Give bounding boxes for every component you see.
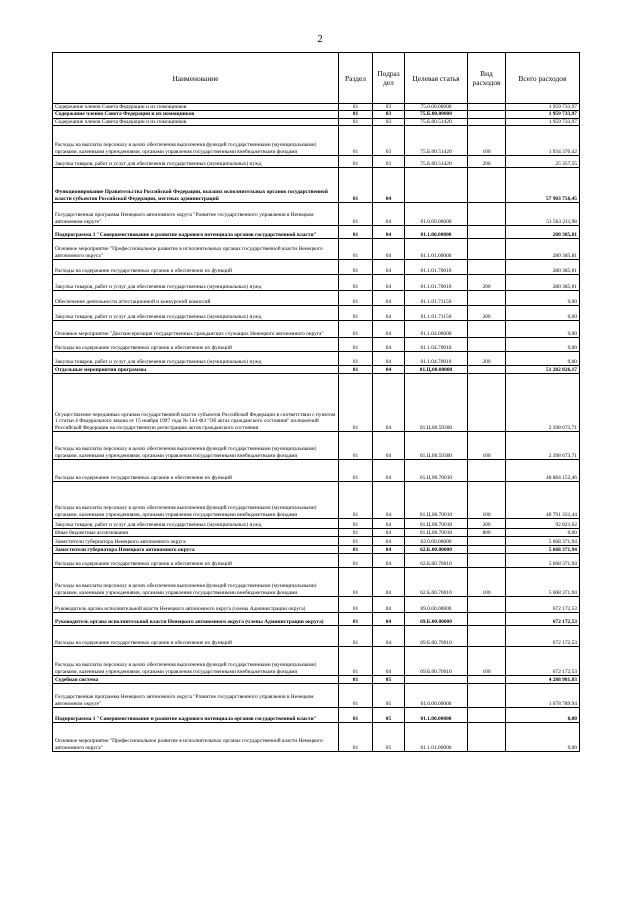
cell-section: 01: [339, 431, 373, 459]
table-row: [53, 373, 580, 431]
cell-target: 62.Б.00.70010: [405, 553, 468, 567]
cell-type: 100: [468, 125, 506, 155]
cell-target: 69.Б.00.70010: [405, 625, 468, 646]
cell-name: Расходы на выплаты персоналу в целях обеспечения выполнения функций государственными (муниципальными) органами, казенными учреждениями, органами управления государственными внебюджетными фондами: [53, 431, 339, 459]
cell-type: 200: [468, 305, 506, 320]
cell-type: 100: [468, 646, 506, 675]
cell-subsection: 04: [373, 320, 405, 337]
cell-subsection: 04: [373, 545, 405, 553]
cell-total: 1 959 733,97: [506, 118, 580, 125]
cell-subsection: 04: [373, 225, 405, 238]
cell-name: Государственная программа Ненецкого автономного округа "Развитие государственного управления в Ненецком автономном округе": [53, 202, 339, 225]
cell-section: 01: [339, 612, 373, 625]
cell-subsection: 05: [373, 722, 405, 751]
cell-type: [468, 545, 506, 553]
cell-total: 5 668 371,94: [506, 536, 580, 545]
cell-subsection: 04: [373, 481, 405, 518]
cell-section: 01: [339, 536, 373, 545]
cell-subsection: 04: [373, 553, 405, 567]
cell-total: 48 791 331,44: [506, 481, 580, 518]
cell-name: Иные бюджетные ассигнования: [53, 528, 339, 536]
cell-type: 100: [468, 481, 506, 518]
cell-name: Подпрограмма 1 "Совершенствование и развитие кадрового потенциала органов государственной власти": [53, 707, 339, 722]
cell-total: 0,00: [506, 290, 580, 305]
cell-target: 01.0.00.00000: [405, 202, 468, 225]
cell-target: 01.1.00.00000: [405, 225, 468, 238]
cell-subsection: 04: [373, 202, 405, 225]
table-row: [53, 675, 580, 683]
table-row: [53, 625, 580, 646]
cell-total: 672 172,53: [506, 612, 580, 625]
cell-subsection: 03: [373, 125, 405, 155]
cell-type: 100: [468, 431, 506, 459]
cell-name: Закупка товаров, работ и услуг для обеспечения государственных (муниципальных) нужд: [53, 518, 339, 528]
cell-section: 01: [339, 351, 373, 365]
cell-target: 75.Б.00.51420: [405, 125, 468, 155]
cell-target: 01.1.01.00000: [405, 722, 468, 751]
table-row: [53, 431, 580, 459]
cell-target: 75.Б.00.51420: [405, 155, 468, 167]
cell-target: 01.Ц.00.00000: [405, 365, 468, 373]
cell-section: 01: [339, 596, 373, 612]
cell-total: 280 385,81: [506, 274, 580, 290]
cell-target: 69.0.00.00000: [405, 596, 468, 612]
cell-name: Расходы на содержание государственных органов и обеспечение их функций: [53, 553, 339, 567]
table-row: [53, 707, 580, 722]
cell-name: Основное мероприятие "Профессиональное развитие в исполнительных органах государственной власти Ненецкого автономного округа": [53, 238, 339, 259]
cell-section: 01: [339, 225, 373, 238]
cell-subsection: 04: [373, 274, 405, 290]
table-row: [53, 155, 580, 167]
cell-target: 01.Ц.00.70010: [405, 528, 468, 536]
cell-target: 69.Б.00.00000: [405, 612, 468, 625]
table-row: [53, 646, 580, 675]
cell-total: 5 668 371,94: [506, 545, 580, 553]
table-row: [53, 518, 580, 528]
cell-type: [468, 459, 506, 481]
cell-section: 01: [339, 305, 373, 320]
cell-target: 01.1.01.70010: [405, 259, 468, 274]
cell-total: 1 934 376,42: [506, 125, 580, 155]
cell-type: [468, 707, 506, 722]
cell-total: 280 385,81: [506, 259, 580, 274]
table-row: [53, 118, 580, 125]
cell-type: [468, 238, 506, 259]
cell-subsection: 05: [373, 707, 405, 722]
table-row: [53, 553, 580, 567]
cell-section: 01: [339, 722, 373, 751]
cell-subsection: 04: [373, 337, 405, 351]
cell-type: 100: [468, 567, 506, 596]
table-row: [53, 111, 580, 118]
cell-target: 62.0.00.00000: [405, 536, 468, 545]
cell-total: 5 668 371,94: [506, 553, 580, 567]
cell-name: Руководитель органа исполнительной власти Ненецкого автономного округа (члены Администрации округа): [53, 596, 339, 612]
cell-section: 01: [339, 518, 373, 528]
cell-section: 01: [339, 320, 373, 337]
cell-section: 01: [339, 202, 373, 225]
cell-name: Осуществление переданных органам государственной власти субъектов Российской Федерации в соответствии с пунктом 1 статьи 4 Федерального закона от 15 ноября 1997 года № 143-ФЗ "Об актах гражданского состояния" полномочий Российской Федерации на государственную регистрацию актов гражданского состояния: [53, 373, 339, 431]
cell-section: 01: [339, 528, 373, 536]
cell-total: 92 821,02: [506, 518, 580, 528]
cell-section: 01: [339, 290, 373, 305]
table-row: [53, 238, 580, 259]
cell-name: Основное мероприятие "Диспансеризация государственных гражданских служащих Ненецкого автономного округа": [53, 320, 339, 337]
cell-name: Содержание членов Совета Федерации и их помощников: [53, 118, 339, 125]
cell-subsection: 04: [373, 290, 405, 305]
cell-name: Закупка товаров, работ и услуг для обеспечения государственных (муниципальных) нужд: [53, 305, 339, 320]
table-row: [53, 290, 580, 305]
cell-total: 672 172,53: [506, 646, 580, 675]
cell-subsection: 04: [373, 596, 405, 612]
cell-subsection: 03: [373, 104, 405, 111]
cell-total: 280 385,81: [506, 238, 580, 259]
cell-name: Расходы на содержание государственных органов и обеспечение их функций: [53, 337, 339, 351]
table-row: [53, 125, 580, 155]
cell-type: [468, 202, 506, 225]
cell-name: Расходы на содержание государственных органов и обеспечение их функций: [53, 459, 339, 481]
cell-name: Судебная система: [53, 675, 339, 683]
cell-total: 2 398 673,71: [506, 373, 580, 431]
cell-name: Функционирование Правительства Российской Федерации, высших исполнительных органов государственной власти субъектов Российской Федерации, местных администраций: [53, 167, 339, 202]
table-row: [53, 612, 580, 625]
cell-type: [468, 259, 506, 274]
cell-target: 01.Ц.00.59300: [405, 431, 468, 459]
cell-section: 01: [339, 625, 373, 646]
cell-name: Расходы на выплаты персоналу в целях обеспечения выполнения функций государственными (муниципальными) органами, казенными учреждениями, органами управления государственными внебюджетными фондами: [53, 646, 339, 675]
cell-name: Расходы на содержание государственных органов и обеспечение их функций: [53, 259, 339, 274]
table-row: [53, 167, 580, 202]
cell-total: 672 172,53: [506, 596, 580, 612]
cell-total: 0,00: [506, 722, 580, 751]
cell-name: Содержание членов Совета Федерации и их помощников: [53, 104, 339, 111]
table-row: [53, 545, 580, 553]
cell-total: 0,00: [506, 320, 580, 337]
cell-type: 800: [468, 528, 506, 536]
cell-name: Расходы на выплаты персоналу в целях обеспечения выполнения функций государственными (муниципальными) органами, казенными учреждениями, органами управления государственными внебюджетными фондами: [53, 125, 339, 155]
cell-subsection: 04: [373, 305, 405, 320]
cell-section: 01: [339, 118, 373, 125]
cell-type: [468, 104, 506, 111]
cell-total: 2 398 673,71: [506, 431, 580, 459]
cell-total: 1 959 733,97: [506, 104, 580, 111]
cell-subsection: 04: [373, 518, 405, 528]
cell-total: 5 668 371,94: [506, 567, 580, 596]
cell-target: 75.0.00.00000: [405, 104, 468, 111]
cell-type: [468, 320, 506, 337]
cell-type: [468, 111, 506, 118]
cell-type: [468, 167, 506, 202]
cell-section: 01: [339, 553, 373, 567]
cell-total: 57 903 756,45: [506, 167, 580, 202]
cell-type: [468, 225, 506, 238]
cell-target: 01.1.04.70010: [405, 337, 468, 351]
cell-target: 01.Ц.00.59300: [405, 373, 468, 431]
cell-type: 200: [468, 274, 506, 290]
cell-section: 01: [339, 683, 373, 707]
header-type: Вид расходов: [468, 53, 506, 104]
cell-section: 01: [339, 337, 373, 351]
cell-section: 01: [339, 545, 373, 553]
cell-target: 62.Б.00.00000: [405, 545, 468, 553]
cell-section: 01: [339, 111, 373, 118]
cell-total: 1 959 733,97: [506, 111, 580, 118]
table-row: [53, 104, 580, 111]
cell-total: 1 678 789,94: [506, 683, 580, 707]
table-row: [53, 305, 580, 320]
cell-total: 51 563 211,98: [506, 202, 580, 225]
cell-name: Содержание членов Совета Федерации и их помощников: [53, 111, 339, 118]
cell-section: 01: [339, 373, 373, 431]
cell-target: 01.1.00.00000: [405, 707, 468, 722]
cell-name: Подпрограмма 1 "Совершенствование и развитие кадрового потенциала органов государственной власти": [53, 225, 339, 238]
cell-subsection: 04: [373, 459, 405, 481]
table-row: [53, 225, 580, 238]
table-row: [53, 259, 580, 274]
cell-total: 0,00: [506, 707, 580, 722]
cell-section: 01: [339, 567, 373, 596]
cell-name: Закупка товаров, работ и услуг для обеспечения государственных (муниципальных) нужд: [53, 351, 339, 365]
cell-section: 01: [339, 675, 373, 683]
cell-target: 01.1.01.71150: [405, 290, 468, 305]
page-number: 2: [317, 33, 323, 45]
cell-subsection: 03: [373, 155, 405, 167]
cell-target: 01.1.01.00000: [405, 238, 468, 259]
cell-type: [468, 683, 506, 707]
cell-total: 48 884 152,46: [506, 459, 580, 481]
cell-subsection: 05: [373, 683, 405, 707]
cell-type: [468, 337, 506, 351]
header-target: Целевая статья: [405, 53, 468, 104]
header-name: Наименование: [53, 53, 339, 104]
table-row: [53, 337, 580, 351]
cell-target: [405, 675, 468, 683]
cell-subsection: 03: [373, 118, 405, 125]
cell-total: 4 288 981,83: [506, 675, 580, 683]
cell-section: 01: [339, 274, 373, 290]
cell-target: 01.Ц.00.70010: [405, 481, 468, 518]
cell-total: 51 282 826,17: [506, 365, 580, 373]
cell-target: 75.Б.00.51420: [405, 118, 468, 125]
cell-subsection: 04: [373, 612, 405, 625]
header-section: Раздел: [339, 53, 373, 104]
cell-target: 01.0.00.00000: [405, 683, 468, 707]
cell-type: [468, 373, 506, 431]
cell-name: Основное мероприятие "Профессиональное развитие в исполнительных органах государственной власти Ненецкого автономного округа": [53, 722, 339, 751]
cell-name: Заместители губернатора Ненецкого автономного округа: [53, 536, 339, 545]
cell-section: 01: [339, 104, 373, 111]
cell-section: 01: [339, 459, 373, 481]
table-row: [53, 683, 580, 707]
cell-subsection: 04: [373, 536, 405, 545]
table-row: [53, 481, 580, 518]
cell-subsection: 05: [373, 675, 405, 683]
cell-subsection: 04: [373, 365, 405, 373]
cell-name: Расходы на содержание государственных органов и обеспечение их функций: [53, 625, 339, 646]
cell-subsection: 04: [373, 528, 405, 536]
cell-type: [468, 553, 506, 567]
cell-subsection: 04: [373, 238, 405, 259]
cell-target: 01.Ц.00.70010: [405, 459, 468, 481]
cell-type: [468, 596, 506, 612]
table-row: [53, 596, 580, 612]
cell-target: 01.1.04.70010: [405, 351, 468, 365]
cell-subsection: 04: [373, 351, 405, 365]
cell-type: [468, 722, 506, 751]
cell-target: 62.Б.00.70010: [405, 567, 468, 596]
cell-type: [468, 365, 506, 373]
cell-target: 69.Б.00.70010: [405, 646, 468, 675]
cell-target: 01.Ц.00.70010: [405, 518, 468, 528]
cell-type: [468, 625, 506, 646]
table-row: [53, 274, 580, 290]
cell-total: 672 172,53: [506, 625, 580, 646]
cell-subsection: 04: [373, 431, 405, 459]
cell-subsection: 04: [373, 625, 405, 646]
cell-subsection: 04: [373, 259, 405, 274]
cell-type: [468, 675, 506, 683]
table-row: [53, 459, 580, 481]
cell-section: 01: [339, 646, 373, 675]
cell-total: 0,00: [506, 305, 580, 320]
cell-section: 01: [339, 707, 373, 722]
cell-section: 01: [339, 125, 373, 155]
cell-total: 0,00: [506, 351, 580, 365]
expenditure-table: [52, 52, 580, 752]
cell-name: Отдельные мероприятия программы: [53, 365, 339, 373]
cell-total: 0,00: [506, 528, 580, 536]
table-row: [53, 567, 580, 596]
cell-type: 200: [468, 155, 506, 167]
cell-target: 75.Б.00.00000: [405, 111, 468, 118]
cell-total: 0,00: [506, 337, 580, 351]
cell-name: Руководитель органа исполнительной власти Ненецкого автономного округа (члены Администрации округа): [53, 612, 339, 625]
cell-target: [405, 167, 468, 202]
cell-subsection: 03: [373, 111, 405, 118]
cell-subsection: 04: [373, 646, 405, 675]
cell-name: Расходы на выплаты персоналу в целях обеспечения выполнения функций государственными (муниципальными) органами, казенными учреждениями, органами управления государственными внебюджетными фондами: [53, 481, 339, 518]
cell-section: 01: [339, 238, 373, 259]
cell-name: Закупка товаров, работ и услуг для обеспечения государственных (муниципальных) нужд: [53, 155, 339, 167]
table-row: [53, 722, 580, 751]
table-header-row: [53, 53, 580, 104]
cell-total: 25 357,55: [506, 155, 580, 167]
cell-name: Заместители губернатора Ненецкого автономного округа: [53, 545, 339, 553]
cell-type: 200: [468, 518, 506, 528]
table-row: [53, 202, 580, 225]
cell-subsection: 04: [373, 373, 405, 431]
table-row: [53, 365, 580, 373]
header-total: Всего расходов: [506, 53, 580, 104]
table-row: [53, 351, 580, 365]
cell-name: Обеспечение деятельности аттестационной и конкурсной комиссий: [53, 290, 339, 305]
cell-name: Государственная программа Ненецкого автономного округа "Развитие государственного управления в Ненецком автономном округе": [53, 683, 339, 707]
cell-target: 01.1.01.70010: [405, 274, 468, 290]
cell-total: 280 385,81: [506, 225, 580, 238]
cell-section: 01: [339, 259, 373, 274]
cell-section: 01: [339, 167, 373, 202]
cell-type: 200: [468, 351, 506, 365]
cell-name: Расходы на выплаты персоналу в целях обеспечения выполнения функций государственными (муниципальными) органами, казенными учреждениями, органами управления государственными внебюджетными фондами: [53, 567, 339, 596]
table-row: [53, 528, 580, 536]
cell-target: 01.1.01.71150: [405, 305, 468, 320]
cell-target: 01.1.04.00000: [405, 320, 468, 337]
cell-name: Закупка товаров, работ и услуг для обеспечения государственных (муниципальных) нужд: [53, 274, 339, 290]
header-subsection: Подраз дел: [373, 53, 405, 104]
cell-type: [468, 290, 506, 305]
cell-subsection: 04: [373, 167, 405, 202]
cell-type: [468, 118, 506, 125]
table-row: [53, 536, 580, 545]
table-row: [53, 320, 580, 337]
cell-section: 01: [339, 365, 373, 373]
cell-section: 01: [339, 481, 373, 518]
cell-type: [468, 536, 506, 545]
cell-subsection: 04: [373, 567, 405, 596]
cell-section: 01: [339, 155, 373, 167]
cell-type: [468, 612, 506, 625]
